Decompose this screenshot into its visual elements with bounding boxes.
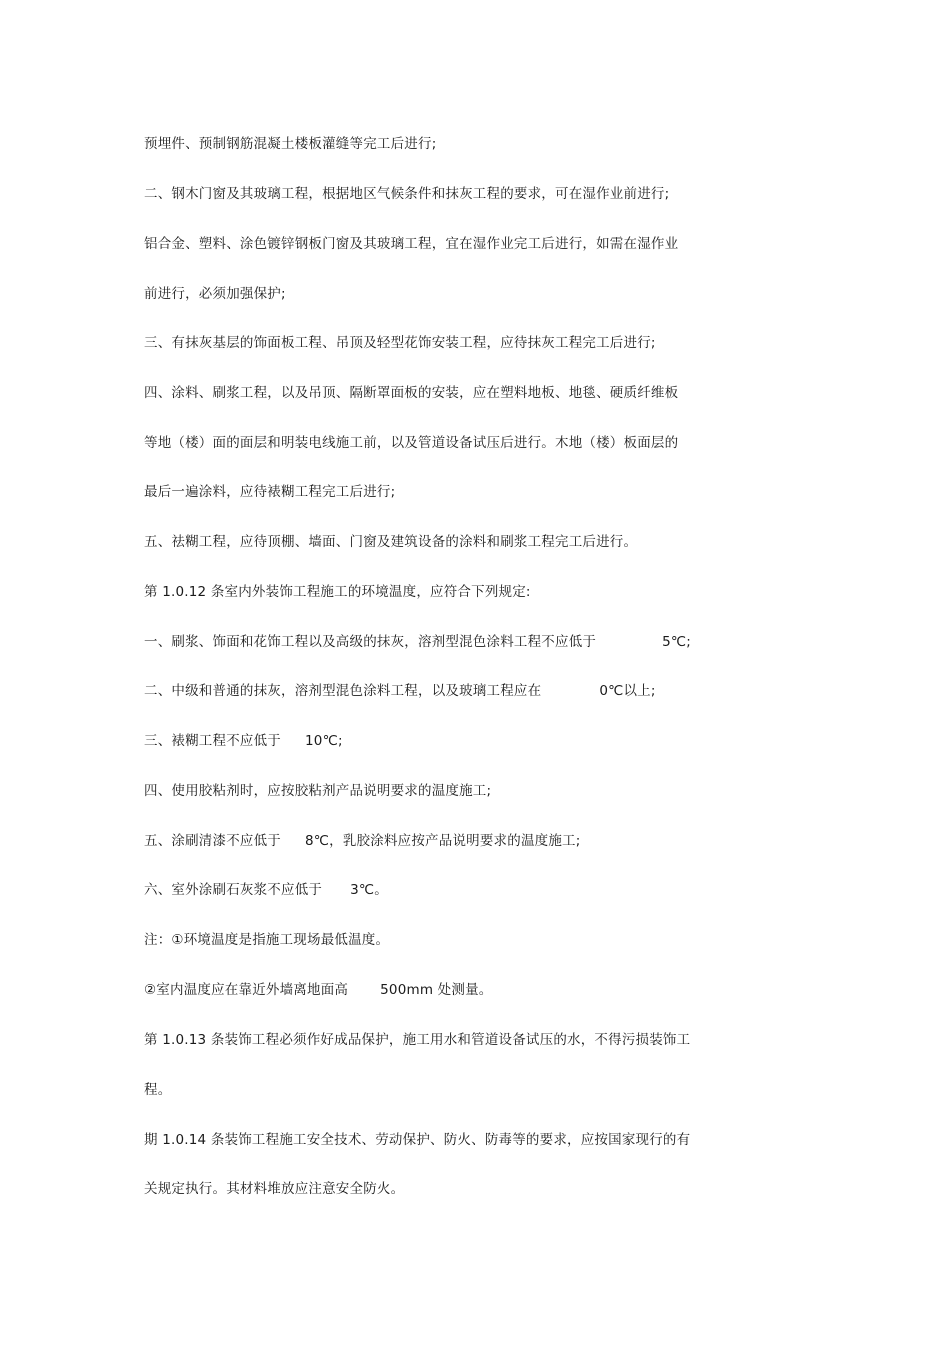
text-line: 等地（楼）面的面层和明装电线施工前，以及管道设备试压后进行。木地（楼）板面层的 <box>144 435 679 451</box>
temp-rule-6 <box>144 881 388 899</box>
temp-rule-4: 四、使用胶粘剂时，应按胶粘剂产品说明要求的温度施工; <box>144 783 492 799</box>
note-text: ②室内温度应在靠近外墙离地面高 <box>144 982 349 998</box>
rule-value: 3℃。 <box>350 882 388 898</box>
text-line: 铝合金、塑料、涂色镀锌钢板门窗及其玻璃工程，宜在湿作业完工后进行，如需在湿作业 <box>144 236 679 252</box>
clause-14-cont: 关规定执行。其材料堆放应注意安全防火。 <box>144 1181 405 1197</box>
clause-13: 第 1.0.13 条装饰工程必须作好成品保护，施工用水和管道设备试压的水，不得污损装饰工 <box>144 1032 691 1048</box>
rule-text: 六、室外涂刷石灰浆不应低于 <box>144 882 323 898</box>
clause-heading: 第 1.0.12 条室内外装饰工程施工的环境温度，应符合下列规定: <box>144 584 531 600</box>
temp-rule-2 <box>144 682 656 700</box>
text-line: 预埋件、预制钢筋混凝土楼板灌缝等完工后进行; <box>144 136 437 152</box>
text-line: 四、涂料、刷浆工程，以及吊顶、隔断罩面板的安装，应在塑料地板、地毯、硬质纤维板 <box>144 385 679 401</box>
temp-rule-5 <box>144 832 581 850</box>
rule-text: 五、涂刷清漆不应低于 <box>144 833 281 849</box>
rule-text: 一、刷浆、饰面和花饰工程以及高级的抹灰，溶剂型混色涂料工程不应低于 <box>144 634 597 650</box>
rule-value: 10℃; <box>305 733 343 749</box>
text-line: 最后一遍涂料，应待裱糊工程完工后进行; <box>144 484 396 500</box>
rule-value: 5℃; <box>662 634 692 650</box>
note-value: 500mm 处测量。 <box>380 982 493 998</box>
clause-14: 期 1.0.14 条装饰工程施工安全技术、劳动保护、防火、防毒等的要求，应按国家现行的有 <box>144 1132 691 1148</box>
note-1: 注：①环境温度是指施工现场最低温度。 <box>144 932 390 948</box>
temp-rule-3 <box>144 732 343 750</box>
rule-value: 0℃以上; <box>599 683 656 699</box>
clause-13-cont: 程。 <box>144 1082 172 1098</box>
rule-text: 三、裱糊工程不应低于 <box>144 733 281 749</box>
note-2 <box>144 981 492 999</box>
temp-rule-1 <box>144 633 691 651</box>
text-line: 三、有抹灰基层的饰面板工程、吊顶及轻型花饰安装工程，应待抹灰工程完工后进行; <box>144 335 656 351</box>
rule-text: 二、中级和普通的抹灰，溶剂型混色涂料工程，以及玻璃工程应在 <box>144 683 542 699</box>
text-line: 二、钢木门窗及其玻璃工程，根据地区气候条件和抹灰工程的要求，可在湿作业前进行; <box>144 186 670 202</box>
text-line: 五、祛糊工程，应待顶棚、墙面、门窗及建筑设备的涂料和刷浆工程完工后进行。 <box>144 534 638 550</box>
rule-value: 8℃，乳胶涂料应按产品说明要求的温度施工; <box>305 833 581 849</box>
text-line: 前进行，必须加强保护; <box>144 286 286 302</box>
